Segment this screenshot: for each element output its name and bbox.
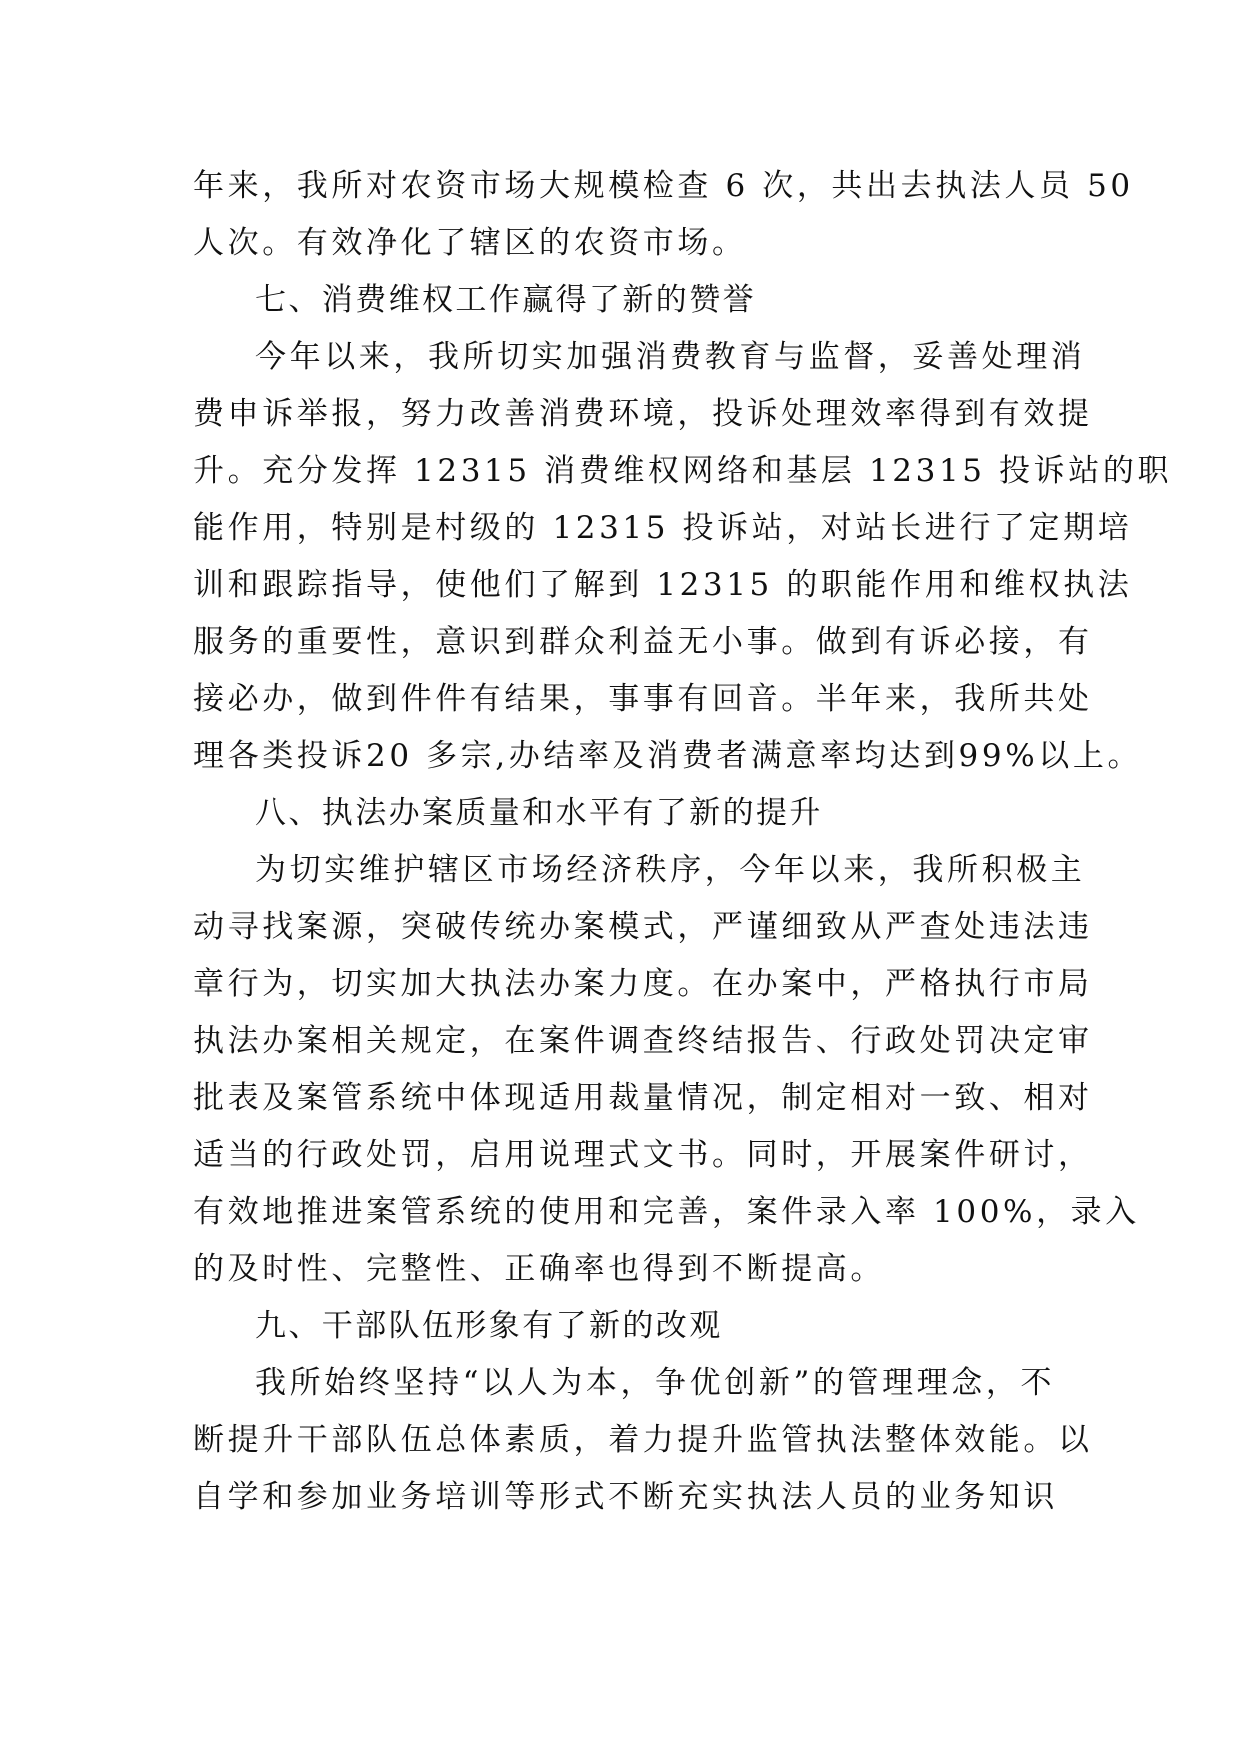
text-line: 的及时性、完整性、正确率也得到不断提高。 [193,1251,885,1287]
text-line: 自学和参加业务培训等形式不断充实执法人员的业务知识 [193,1479,1058,1515]
paragraph-start: 为切实维护辖区市场经济秩序，今年以来，我所积极主 [255,852,1086,888]
text-line: 批表及案管系统中体现适用裁量情况，制定相对一致、相对 [193,1080,1093,1116]
text-line: 章行为，切实加大执法办案力度。在办案中，严格执行市局 [193,966,1093,1002]
text-line: 断提升干部队伍总体素质，着力提升监管执法整体效能。以 [193,1422,1093,1458]
text-line: 人次。有效净化了辖区的农资市场。 [193,225,747,261]
section-heading: 七、消费维权工作赢得了新的赞誉 [255,282,756,318]
text-line: 服务的重要性，意识到群众利益无小事。做到有诉必接，有 [193,624,1093,660]
text-line: 执法办案相关规定，在案件调查终结报告、行政处罚决定审 [193,1023,1093,1059]
text-line: 动寻找案源，突破传统办案模式，严谨细致从严查处违法违 [193,909,1093,945]
text-line: 能作用，特别是村级的 12315 投诉站，对站长进行了定期培 [193,510,1133,546]
text-line: 接必办，做到件件有结果，事事有回音。半年来，我所共处 [193,681,1093,717]
text-line: 训和跟踪指导，使他们了解到 12315 的职能作用和维权执法 [193,567,1133,603]
text-line: 升。充分发挥 12315 消费维权网络和基层 12315 投诉站的职 [193,453,1173,489]
paragraph-start: 今年以来，我所切实加强消费教育与监督，妥善处理消 [255,339,1086,375]
section-heading: 九、干部队伍形象有了新的改观 [255,1308,723,1344]
paragraph-start: 我所始终坚持“以人为本，争优创新”的管理理念，不 [255,1365,1056,1401]
text-line: 理各类投诉20 多宗,办结率及消费者满意率均达到99%以上。 [193,738,1143,774]
text-line: 年来，我所对农资市场大规模检查 6 次，共出去执法人员 50 [193,168,1134,204]
text-line: 适当的行政处罚，启用说理式文书。同时，开展案件研讨， [193,1137,1093,1173]
text-line: 有效地推进案管系统的使用和完善，案件录入率 100%，录入 [193,1194,1140,1230]
text-line: 费申诉举报，努力改善消费环境，投诉处理效率得到有效提 [193,396,1093,432]
section-heading: 八、执法办案质量和水平有了新的提升 [255,795,823,831]
